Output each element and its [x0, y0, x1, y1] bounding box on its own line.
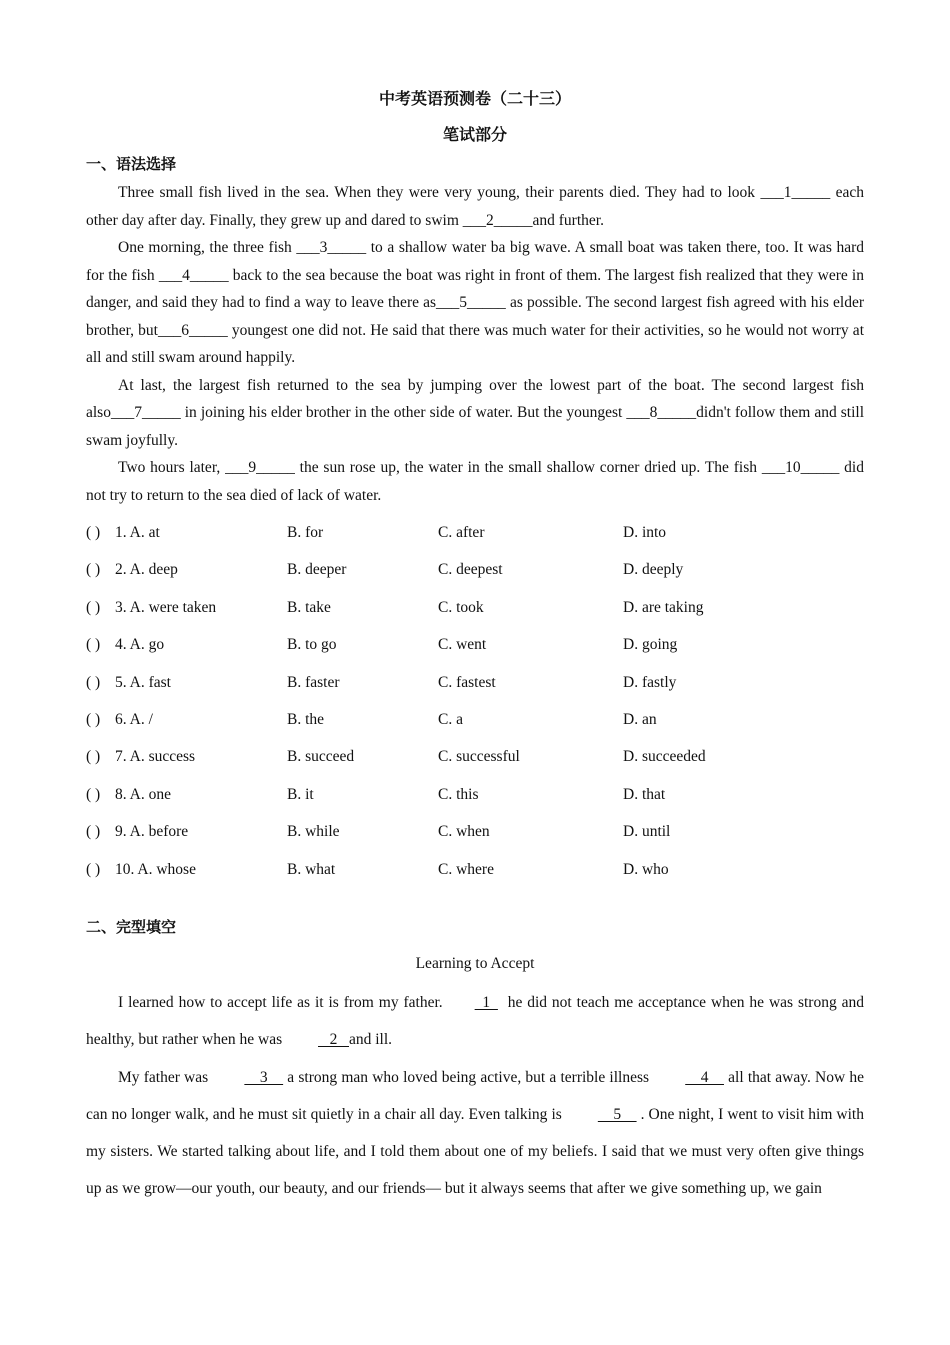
answer-bracket[interactable]: ( ): [86, 823, 101, 841]
exam-subtitle: 笔试部分: [442, 125, 507, 144]
question-row: [86, 555, 864, 592]
option-c: C. a: [438, 710, 463, 728]
cloze-passage: [86, 984, 868, 1208]
option-b: B. to go: [287, 636, 337, 654]
option-a: 1. A. at: [115, 524, 160, 541]
option-d: D. who: [623, 860, 669, 878]
option-b: B. take: [287, 598, 331, 616]
option-b: B. while: [287, 823, 340, 841]
passage-text: he did not teach me acceptance when he was strong and healthy, but rather when he was: [86, 994, 868, 1049]
passage-text: and ill.: [349, 1031, 393, 1049]
option-a: 9. A. before: [115, 823, 189, 841]
option-c: C. successful: [438, 748, 520, 766]
option-b: B. it: [287, 785, 314, 803]
option-c: C. went: [438, 636, 487, 654]
option-c: C. when: [438, 823, 490, 841]
passage-text: . One night, I went to visit him with my sisters. We started talking about life, and I told them about one of my beliefs. I said that we must very often give things up as we grow—our youth, our beauty, and our friends— but it always seems that after we give something up, we gain: [86, 1105, 864, 1198]
question-row: [86, 593, 864, 630]
passage-paragraph: At last, the largest fish returned to the sea by jumping over the lowest part of the boat. The second largest fish also___7_____ in joining his elder brother in the other side of water. But the youngest ___8_____didn't follow them and still swam joyfully.: [86, 376, 864, 449]
cloze-passage-title: Learning to Accept: [415, 955, 535, 972]
option-d: D. until: [623, 823, 671, 841]
passage-text: I learned how to accept life as it is from my father.: [118, 994, 443, 1011]
answer-bracket[interactable]: ( ): [86, 710, 101, 728]
option-c: C. deepest: [438, 561, 503, 579]
option-c: C. after: [438, 524, 485, 541]
option-b: B. the: [287, 710, 325, 728]
option-a: 2. A. deep: [115, 561, 178, 579]
section-heading-cloze: 二、完型填空: [86, 918, 177, 936]
option-b: B. succeed: [287, 748, 355, 766]
option-d: D. an: [623, 710, 657, 728]
answer-bracket[interactable]: ( ): [86, 785, 101, 803]
option-d: D. succeeded: [623, 748, 706, 766]
option-b: B. faster: [287, 673, 340, 691]
option-d: D. into: [623, 524, 667, 541]
passage-text: a strong man who loved being active, but a terrible illness: [283, 1068, 654, 1086]
option-a: 5. A. fast: [115, 673, 171, 691]
cloze-blank: 2: [318, 1031, 349, 1049]
question-row: [86, 780, 864, 817]
answer-bracket[interactable]: ( ): [86, 673, 101, 691]
cloze-blank: 4: [685, 1068, 724, 1086]
option-a: 6. A. /: [115, 710, 153, 728]
question-row: [86, 742, 864, 779]
question-row: [86, 518, 864, 555]
passage-text: all that away. Now he can no longer walk, and he must sit quietly in a chair all day. Even talking is: [86, 1068, 868, 1123]
option-d: D. fastly: [623, 673, 677, 691]
answer-bracket[interactable]: ( ): [86, 860, 101, 878]
passage-paragraph: Three small fish lived in the sea. When they were very young, their parents died. They had to look ___1_____ each other day after day. Finally, they grew up and dared to swim ___2_____and further.: [86, 184, 864, 229]
option-d: D. that: [623, 785, 666, 803]
option-a: 7. A. success: [115, 748, 196, 766]
option-b: B. what: [287, 860, 336, 878]
passage-paragraph: One morning, the three fish ___3_____ to a shallow water ba big wave. A small boat was taken there, too. It was hard for the fish ___4_____ back to the sea because the boat was right in front of them. The largest fish realized that they were in danger, and said they had to find a way to leave there as___5_____ as possible. The second largest fish agreed with his elder brother, but___6_____ youngest one did not. He said that there was much water for their activities, so he would not worry at all and still swam around happily.: [86, 239, 864, 366]
exam-title: 中考英语预测卷（二十三）: [378, 89, 571, 108]
option-d: D. are taking: [623, 598, 704, 616]
option-c: C. where: [438, 860, 494, 878]
answer-bracket[interactable]: ( ): [86, 524, 101, 541]
option-a: 10. A. whose: [115, 860, 196, 878]
answer-bracket[interactable]: ( ): [86, 561, 101, 579]
answer-bracket[interactable]: ( ): [86, 748, 101, 766]
option-d: D. deeply: [623, 561, 684, 579]
option-d: D. going: [623, 636, 678, 654]
section-heading-grammar: 一、语法选择: [86, 155, 177, 173]
option-a: 4. A. go: [115, 636, 165, 654]
option-c: C. this: [438, 785, 479, 803]
option-c: C. fastest: [438, 673, 496, 691]
question-row: [86, 855, 864, 892]
cloze-blank: 1: [474, 994, 498, 1011]
option-c: C. took: [438, 598, 484, 616]
question-row: [86, 705, 864, 742]
passage-paragraph: [86, 1059, 868, 1208]
question-row: [86, 668, 864, 705]
passage-paragraph: Two hours later, ___9_____ the sun rose up, the water in the small shallow corner dried up. The fish ___10_____ did not try to return to the sea died of lack of water.: [86, 459, 864, 504]
question-row: [86, 630, 864, 667]
answer-bracket[interactable]: ( ): [86, 636, 101, 654]
option-b: B. deeper: [287, 561, 347, 579]
grammar-passage: [86, 179, 864, 509]
cloze-blank: 3: [244, 1068, 284, 1086]
cloze-blank: 5: [597, 1105, 637, 1123]
answer-bracket[interactable]: ( ): [86, 598, 101, 616]
passage-paragraph: [86, 984, 868, 1059]
option-a: 3. A. were taken: [115, 598, 217, 616]
option-b: B. for: [287, 524, 324, 541]
passage-text: My father was: [118, 1068, 213, 1086]
option-a: 8. A. one: [115, 785, 171, 803]
question-row: [86, 817, 864, 854]
grammar-question-list: [86, 518, 864, 892]
